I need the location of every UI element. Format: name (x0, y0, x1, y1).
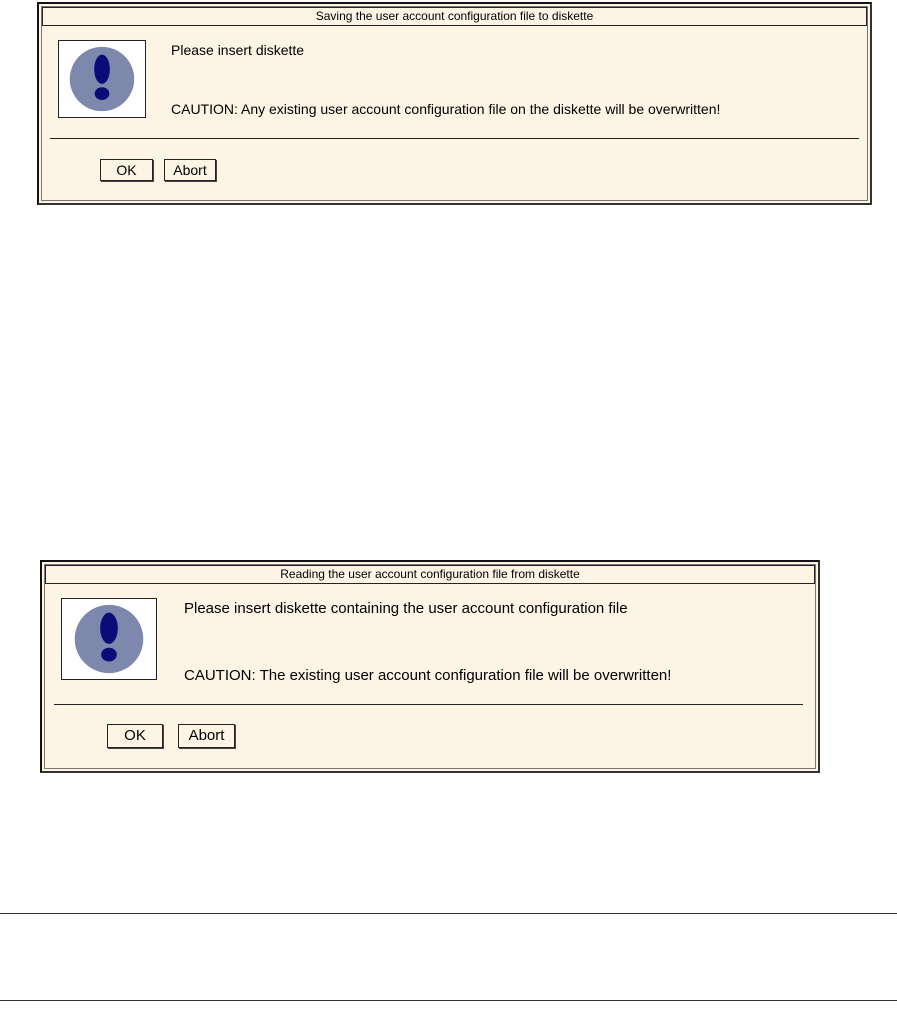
save-dialog-title: Saving the user account configuration file to diskette (42, 7, 867, 26)
read-dialog-title: Reading the user account configuration file from diskette (45, 565, 815, 584)
read-dialog (40, 560, 820, 773)
exclamation-icon (58, 40, 146, 118)
read-dialog-message: Please insert diskette containing the user account configuration file (184, 600, 628, 617)
save-dialog-separator (50, 138, 859, 139)
page-divider-bottom (0, 1000, 897, 1001)
save-abort-button[interactable]: Abort (164, 159, 216, 181)
save-dialog (37, 2, 872, 205)
save-ok-button[interactable]: OK (100, 159, 153, 181)
read-dialog-caution: CAUTION: The existing user account configuration file will be overwritten! (184, 667, 672, 684)
save-dialog-message: Please insert diskette (171, 42, 305, 58)
save-dialog-caution: CAUTION: Any existing user account configuration file on the diskette will be overwritten! (171, 101, 721, 117)
exclamation-icon (61, 598, 157, 680)
exclamation-icon-graphic (62, 599, 156, 679)
read-ok-button[interactable]: OK (107, 724, 163, 748)
read-abort-button[interactable]: Abort (178, 724, 235, 748)
read-dialog-separator (54, 704, 803, 705)
exclamation-icon-graphic (59, 41, 145, 117)
page-divider-top (0, 913, 897, 914)
